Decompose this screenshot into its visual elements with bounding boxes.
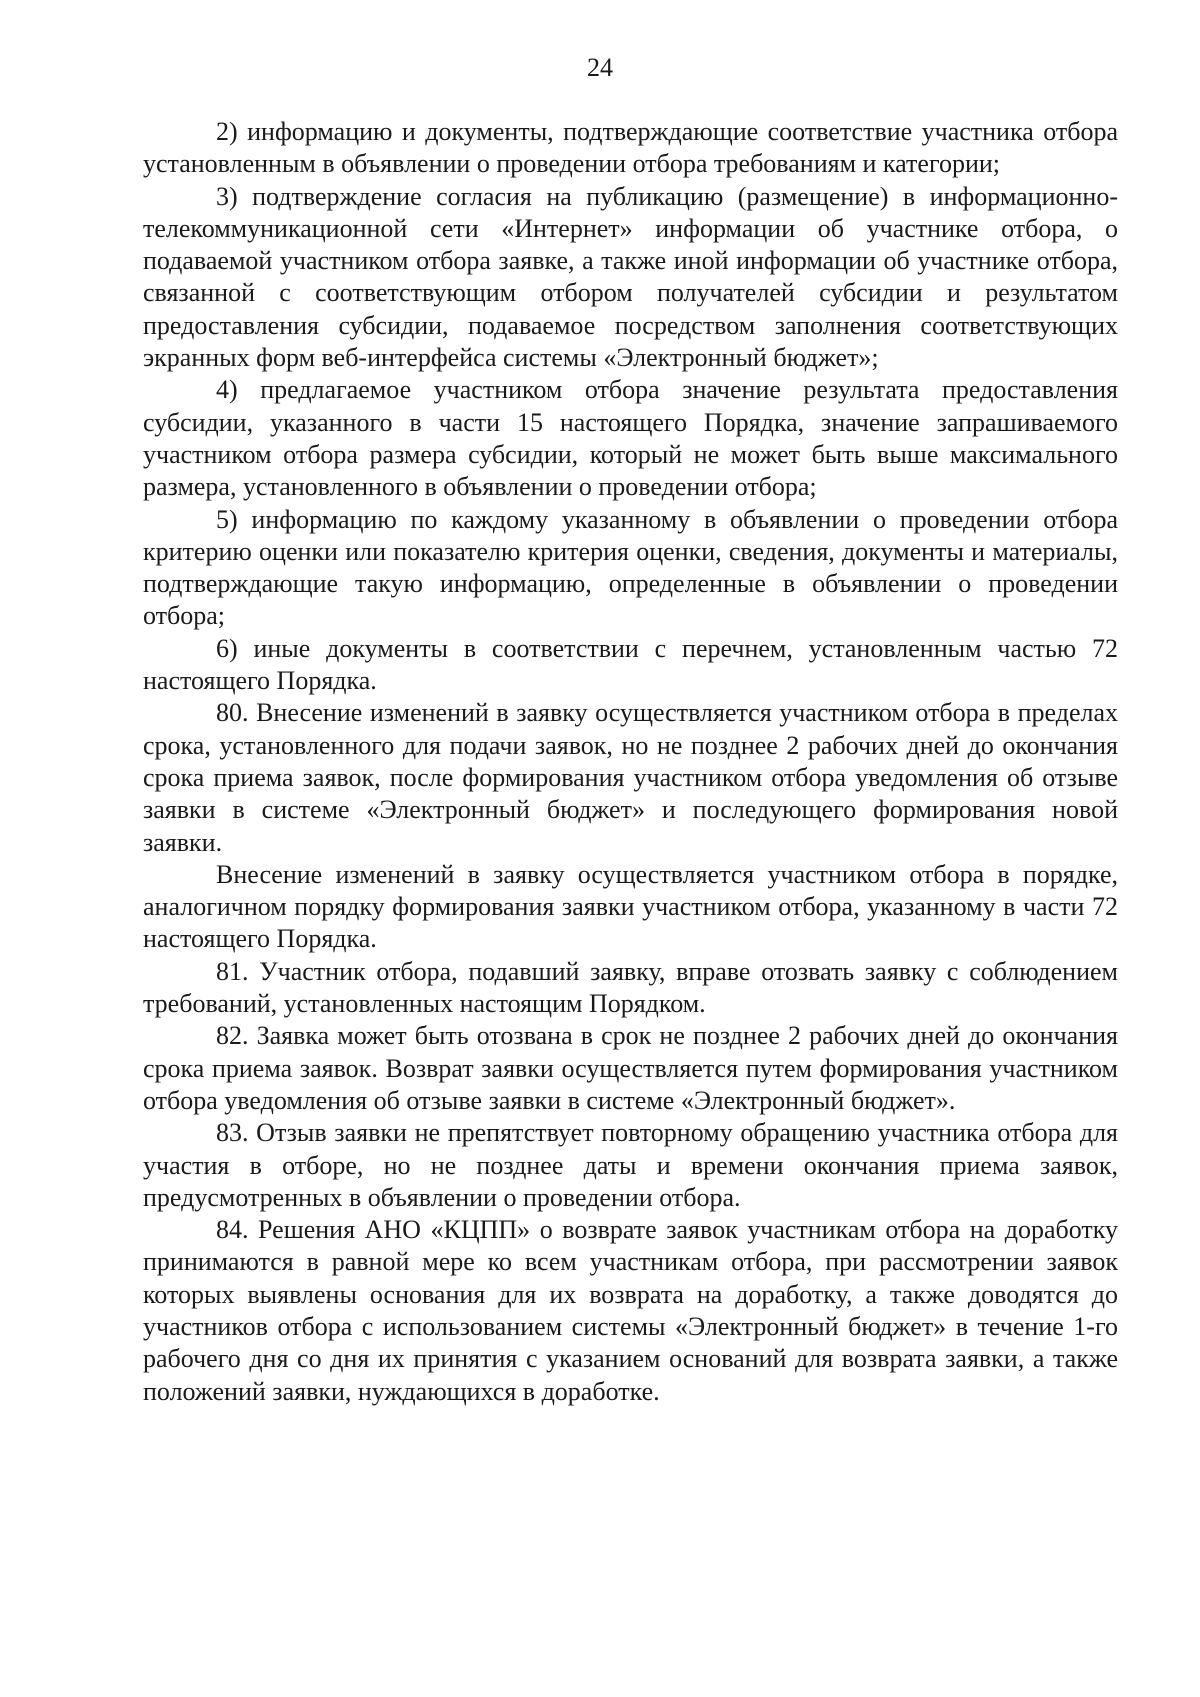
paragraph-clause-82: 82. Заявка может быть отозвана в срок не позднее 2 рабочих дней до окончания срока приема заявок. Возврат заявки осуществляется путем формирования участником отбора уведомления об отзыве заявки в системе «Электронный бюджет». [143, 1021, 1118, 1115]
paragraph-clause-80-continued: Внесение изменений в заявку осуществляется участником отбора в порядке, аналогичном порядку формирования заявки участником отбора, указанному в части 72 настоящего Порядка. [143, 859, 1118, 954]
paragraph-item-2: 2) информацию и документы, подтверждающие соответствие участника отбора установленным в объявлении о проведении отбора требованиям и категории; [143, 117, 1118, 179]
document-body [143, 116, 1118, 1408]
paragraph-item-3: 3) подтверждение согласия на публикацию (размещение) в информационно-телекоммуникационной сети «Интернет» информации об участнике отбора, о подаваемой участником отбора заявке, а также иной информации об участнике отбора, связанной с соответствующим отбором получателей субсидии и результатом предоставления субсидии, подаваемое посредством заполнения соответствующих экранных форм веб-интерфейса системы «Электронный бюджет»; [143, 181, 1118, 373]
paragraph-clause-83: 83. Отзыв заявки не препятствует повторному обращению участника отбора для участия в отборе, но не позднее даты и времени окончания приема заявок, предусмотренных в объявлении о проведении отбора. [143, 1118, 1118, 1212]
paragraph-clause-84: 84. Решения АНО «КЦПП» о возврате заявок участникам отбора на доработку принимаются в равной мере ко всем участникам отбора, при рассмотрении заявок которых выявлены основания для их возврата на доработку, а также доводятся до участников отбора с использованием системы «Электронный бюджет» в течение 1-го рабочего дня со дня их принятия с указанием оснований для возврата заявки, а также положений заявки, нуждающихся в доработке. [143, 1215, 1118, 1406]
page-number: 24 [587, 53, 613, 82]
paragraph-item-4: 4) предлагаемое участником отбора значение результата предоставления субсидии, указанного в части 15 настоящего Порядка, значение запрашиваемого участником отбора размера субсидии, который не может быть выше максимального размера, установленного в объявлении о проведении отбора; [143, 375, 1118, 502]
paragraph-item-5: 5) информацию по каждому указанному в объявлении о проведении отбора критерию оценки или показателю критерия оценки, сведения, документы и материалы, подтверждающие такую информацию, определенные в объявлении о проведении отбора; [143, 504, 1118, 631]
paragraph-item-6: 6) иные документы в соответствии с перечнем, установленным частью 72 настоящего Порядка. [143, 633, 1118, 696]
paragraph-clause-80: 80. Внесение изменений в заявку осуществляется участником отбора в пределах срока, установленного для подачи заявок, но не позднее 2 рабочих дней до окончания срока приема заявок, после формирования участником отбора уведомления об отзыве заявки в системе «Электронный бюджет» и последующего формирования новой заявки. [143, 698, 1118, 857]
paragraph-clause-81: 81. Участник отбора, подавший заявку, вправе отозвать заявку с соблюдением требований, установленных настоящим Порядком. [143, 956, 1118, 1019]
